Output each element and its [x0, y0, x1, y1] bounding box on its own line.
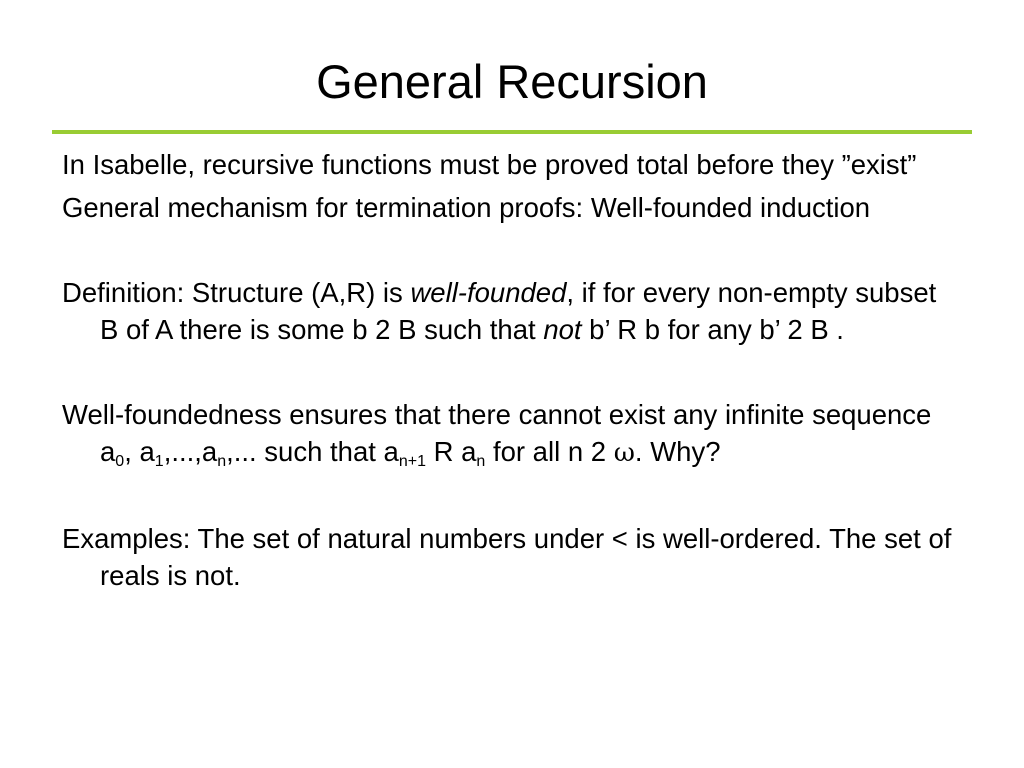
definition-text-3: b’ R b for any b’ 2 B . — [581, 314, 844, 345]
paragraph-spacer — [62, 232, 962, 274]
subscript-n: n — [217, 453, 227, 470]
paragraph-examples: Examples: The set of natural numbers under < is well-ordered. The set of reals is not. — [62, 523, 952, 591]
subscript-n-plus-1: n+1 — [398, 453, 426, 470]
slide-body — [62, 146, 962, 600]
paragraph-isabelle-totality: In Isabelle, recursive functions must be proved total before they ”exist” — [62, 149, 917, 180]
sequence-text-5: R a — [425, 436, 477, 467]
sequence-text-6: for all n 2 — [485, 436, 614, 467]
sequence-text-1: Well-foundedness ensures that there cannot exist any infinite sequence a — [62, 399, 932, 467]
paragraph-termination-mechanism: General mechanism for termination proofs: Well-founded induction — [62, 192, 871, 223]
paragraph-infinite-sequence — [62, 396, 962, 472]
sequence-text-3: ,...,a — [163, 436, 218, 467]
sequence-text-7: . Why? — [634, 436, 721, 467]
definition-text-2: , if for every non-empty subset B of A there is some b 2 B such that — [100, 277, 937, 345]
subscript-1: 1 — [154, 453, 164, 470]
subscript-n-second: n — [476, 453, 486, 470]
definition-text-1: Definition: Structure (A,R) is — [62, 277, 411, 308]
paragraph-spacer — [62, 354, 962, 396]
paragraph-spacer — [62, 478, 962, 520]
sequence-text-4: ,... such that a — [226, 436, 399, 467]
slide-title: General Recursion — [316, 55, 708, 108]
paragraph-definition — [62, 274, 962, 348]
definition-emphasis-well-founded: well-founded — [410, 277, 567, 308]
omega-symbol: ω — [613, 438, 635, 468]
definition-emphasis-not: not — [543, 314, 582, 345]
subscript-0: 0 — [115, 453, 125, 470]
title-divider — [52, 130, 972, 134]
sequence-text-2: , a — [124, 436, 155, 467]
